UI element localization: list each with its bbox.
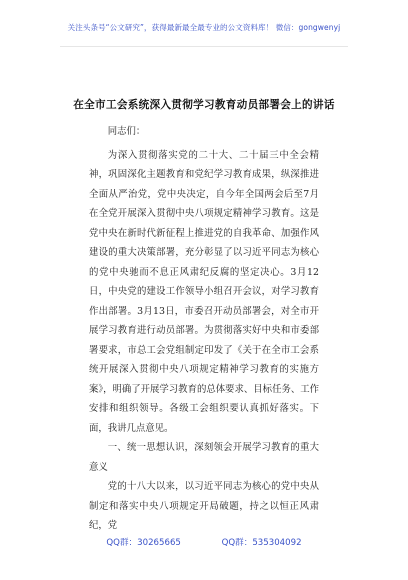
document-title: 在全市工会系统深入贯彻学习教育动员部署会上的讲话 [73,99,335,111]
header-banner: 关注头条号“公文研究”，获得最新最全最专业的公文资料库！ 微信：gongwenyj [67,23,341,32]
footer-qq-group-1: QQ群：30265665 [106,538,181,548]
salutation: 同志们： [107,126,146,137]
section-heading-1: 一、统一思想认识，深刻领会开展学习教育的重大意义 [89,442,319,473]
footer-qq-group-2: QQ群：535304092 [221,538,302,548]
paragraph-2: 党的十八大以来，以习近平同志为核心的党中央从制定和落实中央八项规定开局破题，持之以恒正风肃纪，党 [89,481,319,531]
document-body [89,122,319,536]
paragraph-1: 为深入贯彻落实党的二十大、二十届三中全会精神，巩固深化主题教育和党纪学习教育成果，纵深推进全面从严治党，党中央决定，自今年全国两会后至7月在全党开展深入贯彻中央八项规定精神学习教育。这是党中央在新时代新征程上推进党的自我革命、加强作风建设的重大决策部署，充分彰显了以习近平同志为核心的党中央驰而不息正风肃纪反腐的坚定决心。3月12日，中央党的建设工作领导小组召开会议，对学习教育作出部署。3月13日，市委召开动员部署会，对全市开展学习教育进行动员部署。为贯彻落实好中央和市委部署要求，市总工会党组制定印发了《关于在全市工会系统开展深入贯彻中央八项规定精神学习教育的实施方案》，明确了开展学习教育的总体要求、目标任务、工作安排和组织领导。各级工会组织要认真抓好落实。下面，我讲几点意见。 [89,149,319,434]
footer-contact [0,536,408,548]
header-divider [60,46,348,47]
